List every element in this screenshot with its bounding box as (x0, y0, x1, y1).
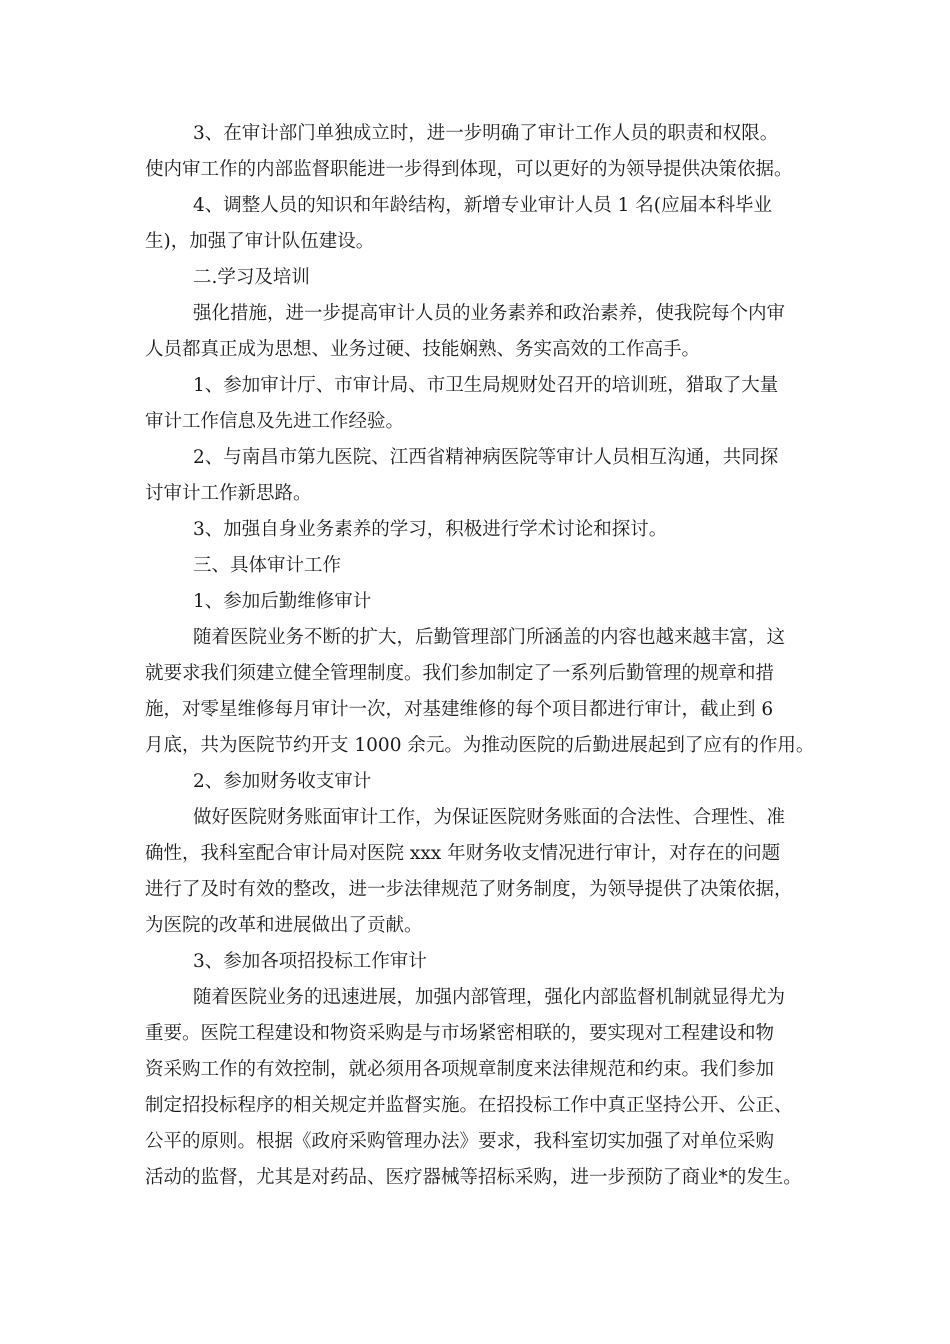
paragraph-line: 公平的原则。根据《政府采购管理办法》要求，我科室切实加强了对单位采购 (145, 1131, 775, 1152)
subsection-heading: 2、参加财务收支审计 (193, 771, 372, 792)
paragraph-line: 讨审计工作新思路。 (145, 483, 312, 504)
paragraph-line: 施，对零星维修每月审计一次，对基建维修的每个项目都进行审计，截止到 6 (145, 699, 774, 720)
paragraph-line: 2、与南昌市第九医院、江西省精神病医院等审计人员相互沟通，共同探 (193, 447, 779, 468)
paragraph-line: 随着医院业务的迅速进展，加强内部管理，强化内部监督机制就显得尤为 (193, 987, 786, 1008)
paragraph-line: 3、加强自身业务素养的学习，积极进行学术讨论和探讨。 (193, 519, 668, 540)
subsection-heading: 3、参加各项招投标工作审计 (193, 951, 427, 972)
paragraph-line: 使内审工作的内部监督职能进一步得到体现，可以更好的为领导提供决策依据。 (145, 159, 793, 180)
paragraph-line: 月底，共为医院节约开支 1000 余元。为推动医院的后勤进展起到了应有的作用。 (145, 735, 815, 756)
paragraph-line: 制定招投标程序的相关规定并监督实施。在招投标工作中真正坚持公开、公正、 (145, 1095, 793, 1116)
paragraph-line: 人员都真正成为思想、业务过硬、技能娴熟、务实高效的工作高手。 (145, 339, 701, 360)
paragraph-line: 审计工作信息及先进工作经验。 (145, 411, 405, 432)
paragraph-line: 资采购工作的有效控制，就必须用各项规章制度来法律规范和约束。我们参加 (145, 1059, 775, 1080)
paragraph-line: 就要求我们须建立健全管理制度。我们参加制定了一系列后勤管理的规章和措 (145, 663, 775, 684)
subsection-heading: 1、参加后勤维修审计 (193, 591, 372, 612)
paragraph-line: 3、在审计部门单独成立时，进一步明确了审计工作人员的职责和权限。 (193, 123, 779, 144)
paragraph-line: 1、参加审计厅、市审计局、市卫生局规财处召开的培训班，猎取了大量 (193, 375, 779, 396)
paragraph-line: 随着医院业务不断的扩大，后勤管理部门所涵盖的内容也越来越丰富，这 (193, 627, 786, 648)
paragraph-line: 进行了及时有效的整改，进一步法律规范了财务制度，为领导提供了决策依据， (145, 879, 793, 900)
paragraph-line: 生)，加强了审计队伍建设。 (145, 231, 375, 252)
paragraph-line: 为医院的改革和进展做出了贡献。 (145, 915, 423, 936)
section-heading: 三、具体审计工作 (193, 555, 342, 576)
paragraph-line: 活动的监督，尤其是对药品、医疗器械等招标采购，进一步预防了商业*的发生。 (145, 1167, 802, 1188)
section-heading: 二.学习及培训 (193, 267, 310, 288)
paragraph-line: 确性，我科室配合审计局对医院 xxx 年财务收支情况进行审计，对存在的问题 (145, 843, 781, 864)
paragraph-line: 重要。医院工程建设和物资采购是与市场紧密相联的，要实现对工程建设和物 (145, 1023, 775, 1044)
paragraph-line: 做好医院财务账面审计工作，为保证医院财务账面的合法性、合理性、准 (193, 807, 786, 828)
paragraph-line: 强化措施，进一步提高审计人员的业务素养和政治素养，使我院每个内审 (193, 303, 786, 324)
paragraph-line: 4、调整人员的知识和年龄结构，新增专业审计人员 1 名(应届本科毕业 (193, 195, 773, 216)
